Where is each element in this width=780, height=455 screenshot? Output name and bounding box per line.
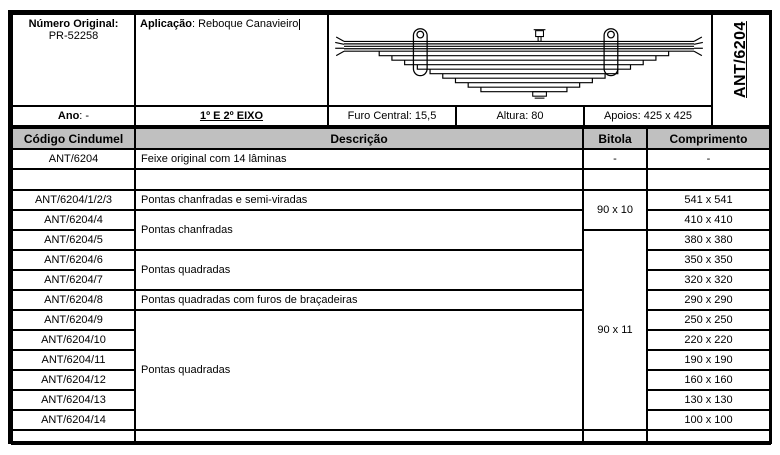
code-cell [12, 169, 135, 190]
comp-cell: 290 x 290 [647, 290, 770, 310]
comp-cell: 410 x 410 [647, 210, 770, 230]
bitola-cell: 90 x 10 [583, 190, 647, 230]
sheet-frame [8, 10, 772, 444]
parts-table [11, 127, 771, 445]
original-number-cell [12, 14, 135, 106]
table-row [12, 210, 770, 230]
axle-value: 1º E 2º EIXO [199, 110, 264, 122]
code-cell: ANT/6204 [12, 149, 135, 169]
code-cell: ANT/6204/12 [12, 370, 135, 390]
right-clamp [604, 29, 618, 76]
table-row [12, 190, 770, 210]
desc-cell: Pontas chanfradas e semi-viradas [135, 190, 583, 210]
desc-cell [135, 430, 583, 444]
code-cell: ANT/6204/7 [12, 270, 135, 290]
part-code-vertical: ANT/6204 [732, 21, 750, 98]
bitola-cell: - [583, 149, 647, 169]
center-hole-cell: Furo Central: 15,5 [328, 106, 456, 126]
comp-cell [647, 169, 770, 190]
original-number-value: PR-52258 [48, 30, 99, 42]
code-cell: ANT/6204/14 [12, 410, 135, 430]
year-cell [12, 106, 135, 126]
leaf-pack [344, 41, 694, 51]
center-bolt [532, 30, 546, 98]
bitola-cell [583, 169, 647, 190]
height-cell: Altura: 80 [456, 106, 584, 126]
left-leaf-tip [335, 37, 344, 56]
axle-cell [135, 106, 328, 126]
desc-cell: Feixe original com 14 lâminas [135, 149, 583, 169]
comp-cell: 160 x 160 [647, 370, 770, 390]
code-cell: ANT/6204/1/2/3 [12, 190, 135, 210]
col-header-descricao: Descrição [135, 128, 583, 149]
table-row [12, 290, 770, 310]
text-cursor [299, 19, 300, 30]
desc-cell: Pontas quadradas com furos de braçadeiras [135, 290, 583, 310]
table-row [12, 310, 770, 330]
bitola-cell: 90 x 11 [583, 230, 647, 430]
comp-cell [647, 430, 770, 444]
original-number-label: Número Original: [28, 18, 119, 30]
table-row [12, 250, 770, 270]
right-leaf-tip [694, 37, 703, 56]
code-cell: ANT/6204/4 [12, 210, 135, 230]
code-cell: ANT/6204/8 [12, 290, 135, 310]
part-code-cell [712, 14, 770, 126]
year-value: : - [79, 110, 90, 122]
table-header-row [12, 128, 770, 149]
code-cell: ANT/6204/6 [12, 250, 135, 270]
table-row-empty [12, 430, 770, 444]
comp-cell: 350 x 350 [647, 250, 770, 270]
comp-cell: 541 x 541 [647, 190, 770, 210]
desc-cell: Pontas chanfradas [135, 210, 583, 250]
comp-cell: - [647, 149, 770, 169]
code-cell: ANT/6204/13 [12, 390, 135, 410]
comp-cell: 380 x 380 [647, 230, 770, 250]
comp-cell: 190 x 190 [647, 350, 770, 370]
code-cell: ANT/6204/11 [12, 350, 135, 370]
code-cell: ANT/6204/5 [12, 230, 135, 250]
table-row [12, 149, 770, 169]
code-cell [12, 430, 135, 444]
application-value: : Reboque Canavieiro [191, 18, 299, 30]
code-cell: ANT/6204/9 [12, 310, 135, 330]
bitola-cell [583, 430, 647, 444]
application-cell [135, 14, 328, 106]
desc-cell: Pontas quadradas [135, 250, 583, 290]
col-header-codigo: Código Cindumel [12, 128, 135, 149]
col-header-bitola: Bitola [583, 128, 647, 149]
header-section [11, 13, 771, 127]
comp-cell: 320 x 320 [647, 270, 770, 290]
supports-cell: Apoios: 425 x 425 [584, 106, 712, 126]
application-label: Aplicação [140, 18, 192, 30]
stepped-leaves [379, 51, 668, 91]
leaf-spring-diagram [330, 16, 711, 104]
table-row-empty [12, 169, 770, 190]
comp-cell: 220 x 220 [647, 330, 770, 350]
desc-cell: Pontas quadradas [135, 310, 583, 430]
comp-cell: 250 x 250 [647, 310, 770, 330]
left-clamp [413, 29, 427, 76]
comp-cell: 130 x 130 [647, 390, 770, 410]
desc-cell [135, 169, 583, 190]
code-cell: ANT/6204/10 [12, 330, 135, 350]
year-label: Ano [57, 110, 80, 122]
leaf-spring-diagram-cell [328, 14, 712, 106]
comp-cell: 100 x 100 [647, 410, 770, 430]
col-header-comprimento: Comprimento [647, 128, 770, 149]
